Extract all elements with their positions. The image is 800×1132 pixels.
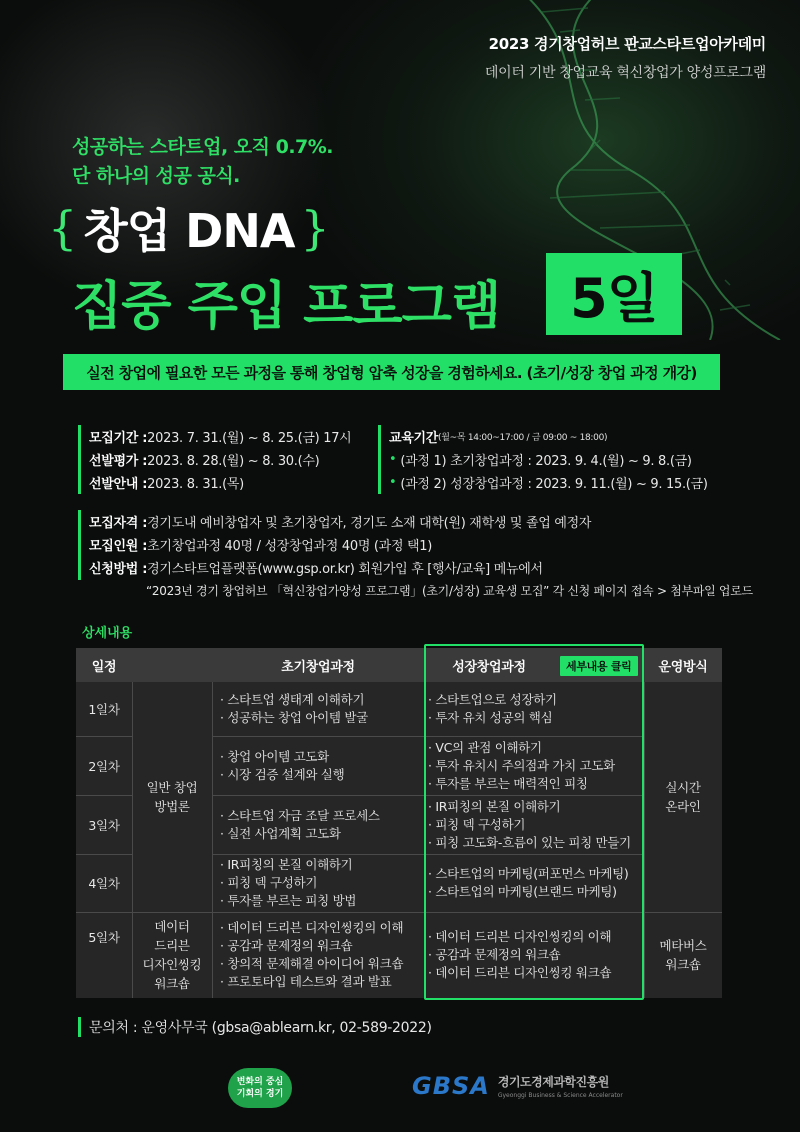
list-item: · 프로토타입 테스트와 결과 발표 bbox=[220, 974, 392, 989]
eval-label: 선발평가 : bbox=[89, 454, 148, 469]
gbsa-name-en: Gyeonggi Business & Science Accelerator bbox=[497, 1092, 623, 1099]
hero-title-dna: 창업 DNA bbox=[83, 204, 295, 258]
table-body bbox=[76, 682, 722, 998]
course2: (과정 2) 성장창업과정 : 2023. 9. 11.(월) ~ 9. 15.(금) bbox=[400, 477, 708, 492]
header bbox=[485, 33, 766, 82]
gyeonggi-logo bbox=[228, 1068, 292, 1108]
list-item: · 투자 유치시 주의점과 가치 고도화 bbox=[428, 757, 615, 773]
brace-open: { bbox=[48, 201, 78, 255]
hero-title-2 bbox=[72, 264, 500, 338]
day-cell: 3일차 bbox=[88, 817, 120, 833]
qual-value: 경기도내 예비창업자 및 초기창업자, 경기도 소재 대학(원) 재학생 및 졸업 예정자 bbox=[147, 516, 592, 531]
early-day2 bbox=[212, 736, 424, 795]
growth-day1 bbox=[424, 682, 644, 736]
recruit-label: 모집기간 : bbox=[89, 431, 148, 446]
gbsa-name-ko: 경기도경제과학진흥원 bbox=[497, 1075, 609, 1089]
list-item: · VC의 관점 이해하기 bbox=[428, 739, 542, 755]
list-item: · IR피칭의 본질 이해하기 bbox=[428, 798, 561, 814]
logo-line1: 변화의 중심 bbox=[236, 1077, 284, 1087]
education-label: 교육기간 bbox=[389, 431, 439, 446]
early-day1 bbox=[212, 682, 424, 736]
list-item: · 피칭 고도화-흐름이 있는 피칭 만들기 bbox=[428, 834, 631, 850]
course1: (과정 1) 초기창업과정 : 2023. 9. 4.(월) ~ 9. 8.(금) bbox=[400, 454, 692, 469]
list-item: · 데이터 드리븐 디자인씽킹 워크숍 bbox=[428, 965, 612, 980]
qual-label: 모집자격 : bbox=[89, 516, 148, 531]
list-item: · 시장 검증 설계와 실행 bbox=[220, 766, 345, 782]
logo-line2: 기회의 경기 bbox=[236, 1089, 284, 1099]
list-item: · 피칭 덱 구성하기 bbox=[428, 816, 526, 832]
method-online: 실시간 온라인 bbox=[665, 780, 701, 814]
gbsa-logo bbox=[412, 1072, 623, 1100]
banner: 실전 창업에 필요한 모든 과정을 통해 창업형 압축 성장을 경험하세요. (초기/성장 창업 과정 개강) bbox=[63, 354, 720, 390]
list-item: · 실전 사업계획 고도화 bbox=[220, 825, 341, 841]
growth-day2 bbox=[424, 736, 644, 795]
list-item: · 데이터 드리븐 디자인씽킹의 이해 bbox=[428, 929, 612, 944]
header-day: 일정 bbox=[91, 659, 117, 675]
bullet-icon: • bbox=[389, 452, 397, 467]
hero-title-1 bbox=[48, 196, 330, 260]
bullet-icon: • bbox=[389, 475, 397, 490]
list-item: · 투자를 부르는 매력적인 피칭 bbox=[428, 775, 588, 791]
early-day5 bbox=[212, 912, 424, 998]
apply-value: 경기스타트업플랫폼(www.gsp.or.kr) 회원가입 후 [행사/교육] 메뉴에서 bbox=[147, 562, 543, 577]
list-item: · 스타트업 자금 조달 프로세스 bbox=[220, 807, 380, 823]
list-item: · 성공하는 창업 아이템 발굴 bbox=[220, 710, 368, 725]
list-item: · 공감과 문제정의 워크숍 bbox=[220, 938, 353, 953]
notice-label: 선발안내 : bbox=[89, 477, 148, 492]
early-day3 bbox=[212, 795, 424, 854]
brace-close: } bbox=[300, 201, 330, 255]
recruit-value: 2023. 7. 31.(월) ~ 8. 25.(금) 17시 bbox=[147, 431, 352, 446]
tagline-line2: 단 하나의 성공 공식. bbox=[72, 165, 240, 187]
header-method: 운영방식 bbox=[658, 659, 708, 675]
tagline bbox=[72, 133, 333, 191]
early-day4 bbox=[212, 854, 424, 912]
list-item: · 창업 아이템 고도화 bbox=[220, 748, 329, 764]
category-general: 일반 창업 방법론 bbox=[146, 780, 198, 814]
list-item: · IR피칭의 본질 이해하기 bbox=[220, 857, 353, 872]
growth-day5 bbox=[424, 912, 644, 998]
growth-day4 bbox=[424, 854, 644, 912]
list-item: · 투자 유치 성공의 핵심 bbox=[428, 710, 553, 725]
list-item: · 창의적 문제해결 아이디어 워크숍 bbox=[220, 956, 404, 971]
apply-label: 신청방법 : bbox=[89, 562, 148, 577]
method-metaverse: 메타버스 워크숍 bbox=[659, 938, 707, 972]
schedule-info bbox=[78, 425, 351, 494]
eval-value: 2023. 8. 28.(월) ~ 8. 30.(수) bbox=[147, 454, 320, 469]
list-item: · 스타트업 생태계 이해하기 bbox=[220, 692, 365, 707]
hero-title-program: 집중 주입 프로그램 bbox=[72, 276, 501, 337]
list-item: · 공감과 문제정의 워크숍 bbox=[428, 947, 561, 962]
list-item: · 투자를 부르는 피칭 방법 bbox=[220, 893, 357, 908]
apply-detail bbox=[146, 579, 753, 602]
header-early: 초기창업과정 bbox=[281, 659, 355, 675]
list-item: · 스타트업의 마케팅(퍼포먼스 마케팅) bbox=[428, 866, 629, 881]
growth-day3 bbox=[424, 795, 644, 854]
detail-click-button[interactable]: 세부내용 클릭 bbox=[560, 656, 638, 676]
requirements-info bbox=[78, 510, 591, 580]
apply-value-2: “2023년 경기 창업허브 「혁신창업가양성 프로그램」(초기/성장) 교육생 모집” 각 신청 페이지 접속 > 첨부파일 업로드 bbox=[146, 584, 753, 598]
org-title: 2023 경기창업허브 판교스타트업아카데미 bbox=[488, 35, 766, 53]
detail-table bbox=[76, 648, 722, 998]
tagline-line1: 성공하는 스타트업, 오직 0.7%. bbox=[72, 136, 334, 158]
count-label: 모집인원 : bbox=[89, 539, 148, 554]
category-design-thinking: 데이터 드리븐 디자인씽킹 워크숍 bbox=[142, 919, 202, 991]
count-value: 초기창업과정 40명 / 성장창업과정 40명 (과정 택1) bbox=[147, 539, 433, 554]
day-cell: 2일차 bbox=[88, 758, 120, 774]
list-item: · 스타트업의 마케팅(브랜드 마케팅) bbox=[428, 884, 617, 899]
day-cell: 5일차 bbox=[88, 930, 120, 945]
days-badge: 5일 bbox=[546, 253, 682, 335]
education-hours: (월~목 14:00~17:00 / 금 09:00 ~ 18:00) bbox=[438, 433, 608, 443]
list-item: · 스타트업으로 성장하기 bbox=[428, 692, 557, 707]
gbsa-mark: GBSA bbox=[412, 1072, 490, 1100]
list-item: · 데이터 드리븐 디자인씽킹의 이해 bbox=[220, 920, 404, 935]
org-subtitle: 데이터 기반 창업교육 혁신창업가 양성프로그램 bbox=[484, 65, 766, 81]
day-cell: 4일차 bbox=[88, 876, 120, 891]
detail-title: 상세내용 bbox=[82, 626, 133, 641]
list-item: · 피칭 덱 구성하기 bbox=[220, 875, 318, 890]
header-growth: 성장창업과정 bbox=[452, 659, 526, 675]
notice-value: 2023. 8. 31.(목) bbox=[147, 477, 244, 492]
education-info bbox=[378, 425, 708, 494]
contact: 문의처 : 운영사무국 (gbsa@ablearn.kr, 02-589-2022) bbox=[78, 1017, 432, 1037]
day-cell: 1일차 bbox=[88, 702, 120, 717]
